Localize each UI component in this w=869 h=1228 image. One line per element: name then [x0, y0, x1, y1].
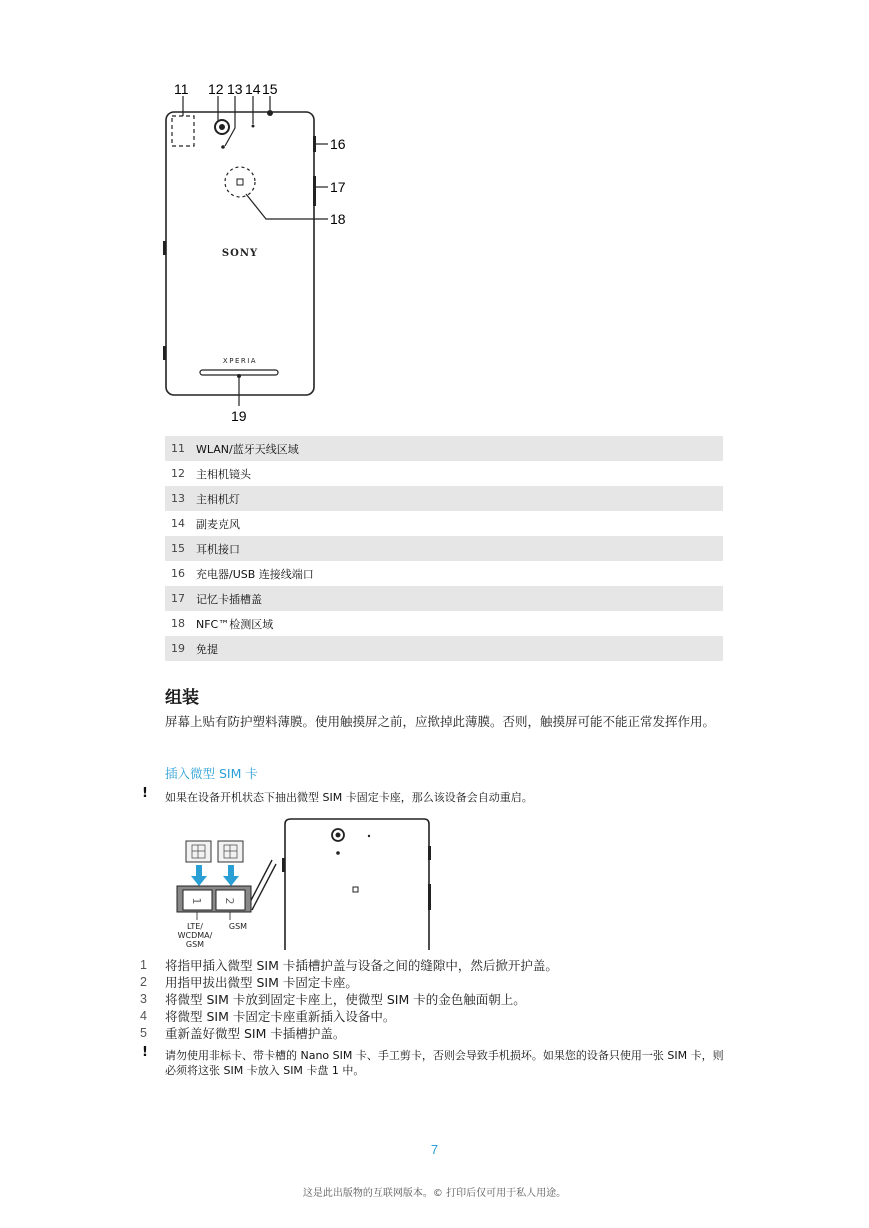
- callout-14: 14: [245, 81, 261, 97]
- part-name: 充电器/USB 连接线端口: [196, 567, 314, 581]
- callout-12: 12: [208, 81, 224, 97]
- section-heading: 组装: [165, 688, 199, 708]
- list-item: [140, 973, 740, 990]
- lte-label-3: GSM: [185, 940, 205, 949]
- part-number: 15: [171, 542, 185, 555]
- table-row: [165, 611, 723, 636]
- list-item: [140, 1007, 740, 1024]
- part-number: 17: [171, 592, 185, 605]
- step-text: 将指甲插入微型 SIM 卡插槽护盖与设备之间的缝隙中，然后掀开护盖。: [165, 957, 558, 973]
- step-text: 重新盖好微型 SIM 卡插槽护盖。: [165, 1025, 346, 1041]
- callout-18: 18: [330, 211, 346, 227]
- part-name: 副麦克风: [196, 517, 240, 531]
- step-number: 4: [140, 1008, 147, 1023]
- step-text: 将微型 SIM 卡固定卡座重新插入设备中。: [165, 1008, 396, 1024]
- charger-port-cover: [313, 136, 316, 152]
- sim-insert-illustration: [170, 816, 435, 954]
- memory-card-cover: [313, 176, 316, 206]
- phone-back-illustration: [150, 76, 360, 426]
- lte-label-2: WCDMA/: [177, 931, 213, 940]
- callout-11: 11: [174, 81, 189, 97]
- step-text: 将微型 SIM 卡放到固定卡座上，使微型 SIM 卡的金色触面朝上。: [165, 991, 526, 1007]
- part-number: 12: [171, 467, 185, 480]
- table-row: [165, 636, 723, 661]
- table-row: [165, 586, 723, 611]
- secondary-mic: [252, 125, 255, 128]
- steps-list: [140, 956, 740, 1041]
- list-item: [140, 956, 740, 973]
- part-name: WLAN/蓝牙天线区域: [196, 442, 299, 456]
- part-name: 免提: [196, 642, 218, 656]
- sim-subheading: 插入微型 SIM 卡: [165, 766, 258, 781]
- step-text: 用指甲拔出微型 SIM 卡固定卡座。: [165, 974, 358, 990]
- parts-table: [165, 436, 723, 661]
- part-number: 14: [171, 517, 185, 530]
- part-number: 16: [171, 567, 185, 580]
- table-row: [165, 561, 723, 586]
- callout-13: 13: [227, 81, 243, 97]
- slot-1-label: 1: [190, 897, 203, 905]
- warning-note: 如果在设备开机状态下抽出微型 SIM 卡固定卡座，那么该设备会自动重启。: [165, 791, 533, 804]
- part-name: 耳机接口: [196, 542, 240, 556]
- headset-jack: [267, 110, 273, 116]
- part-name: NFC™检测区域: [196, 617, 274, 631]
- slot-2-label: 2: [223, 897, 236, 905]
- step-number: 2: [140, 974, 147, 989]
- section-body: 屏幕上贴有防护塑料薄膜。使用触摸屏之前，应揿掉此薄膜。否则，触摸屏可能不能正常发挥作用。: [165, 714, 716, 729]
- callout-17: 17: [330, 179, 346, 195]
- camera-flash: [221, 145, 225, 149]
- step-number: 1: [140, 957, 147, 972]
- brand-logo: SONY: [221, 248, 259, 259]
- callout-15: 15: [262, 81, 278, 97]
- table-row: [165, 461, 723, 486]
- callout-19: 19: [231, 408, 247, 424]
- table-row: [165, 486, 723, 511]
- part-number: 18: [171, 617, 185, 630]
- model-logo: XPERIA: [222, 357, 258, 365]
- table-row: [165, 536, 723, 561]
- gsm-label: GSM: [228, 922, 248, 931]
- step-number: 3: [140, 991, 147, 1006]
- lte-label-1: LTE/: [187, 922, 203, 931]
- callout-16: 16: [330, 136, 346, 152]
- warning-icon: !: [142, 1045, 148, 1060]
- table-row: [165, 436, 723, 461]
- part-name: 主相机灯: [196, 492, 240, 506]
- page-number: 7: [430, 1142, 439, 1157]
- warning-note: 请勿使用非标卡、带卡槽的 Nano SIM 卡、手工剪卡，否则会导致手机损坏。如果您的设备只使用一张 SIM 卡，则必须将这张 SIM 卡放入 SIM 卡盘 1 中。: [165, 1049, 724, 1077]
- footer-note: 这是此出版物的互联网版本。© 打印后仅可用于私人用途。: [302, 1188, 567, 1199]
- part-name: 主相机镜头: [196, 467, 251, 481]
- list-item: [140, 1024, 740, 1041]
- part-number: 13: [171, 492, 185, 505]
- step-number: 5: [140, 1025, 147, 1040]
- table-row: [165, 511, 723, 536]
- part-number: 11: [171, 442, 185, 455]
- list-item: [140, 990, 740, 1007]
- part-name: 记忆卡插槽盖: [196, 592, 262, 606]
- warning-icon: !: [142, 786, 148, 801]
- part-number: 19: [171, 642, 185, 655]
